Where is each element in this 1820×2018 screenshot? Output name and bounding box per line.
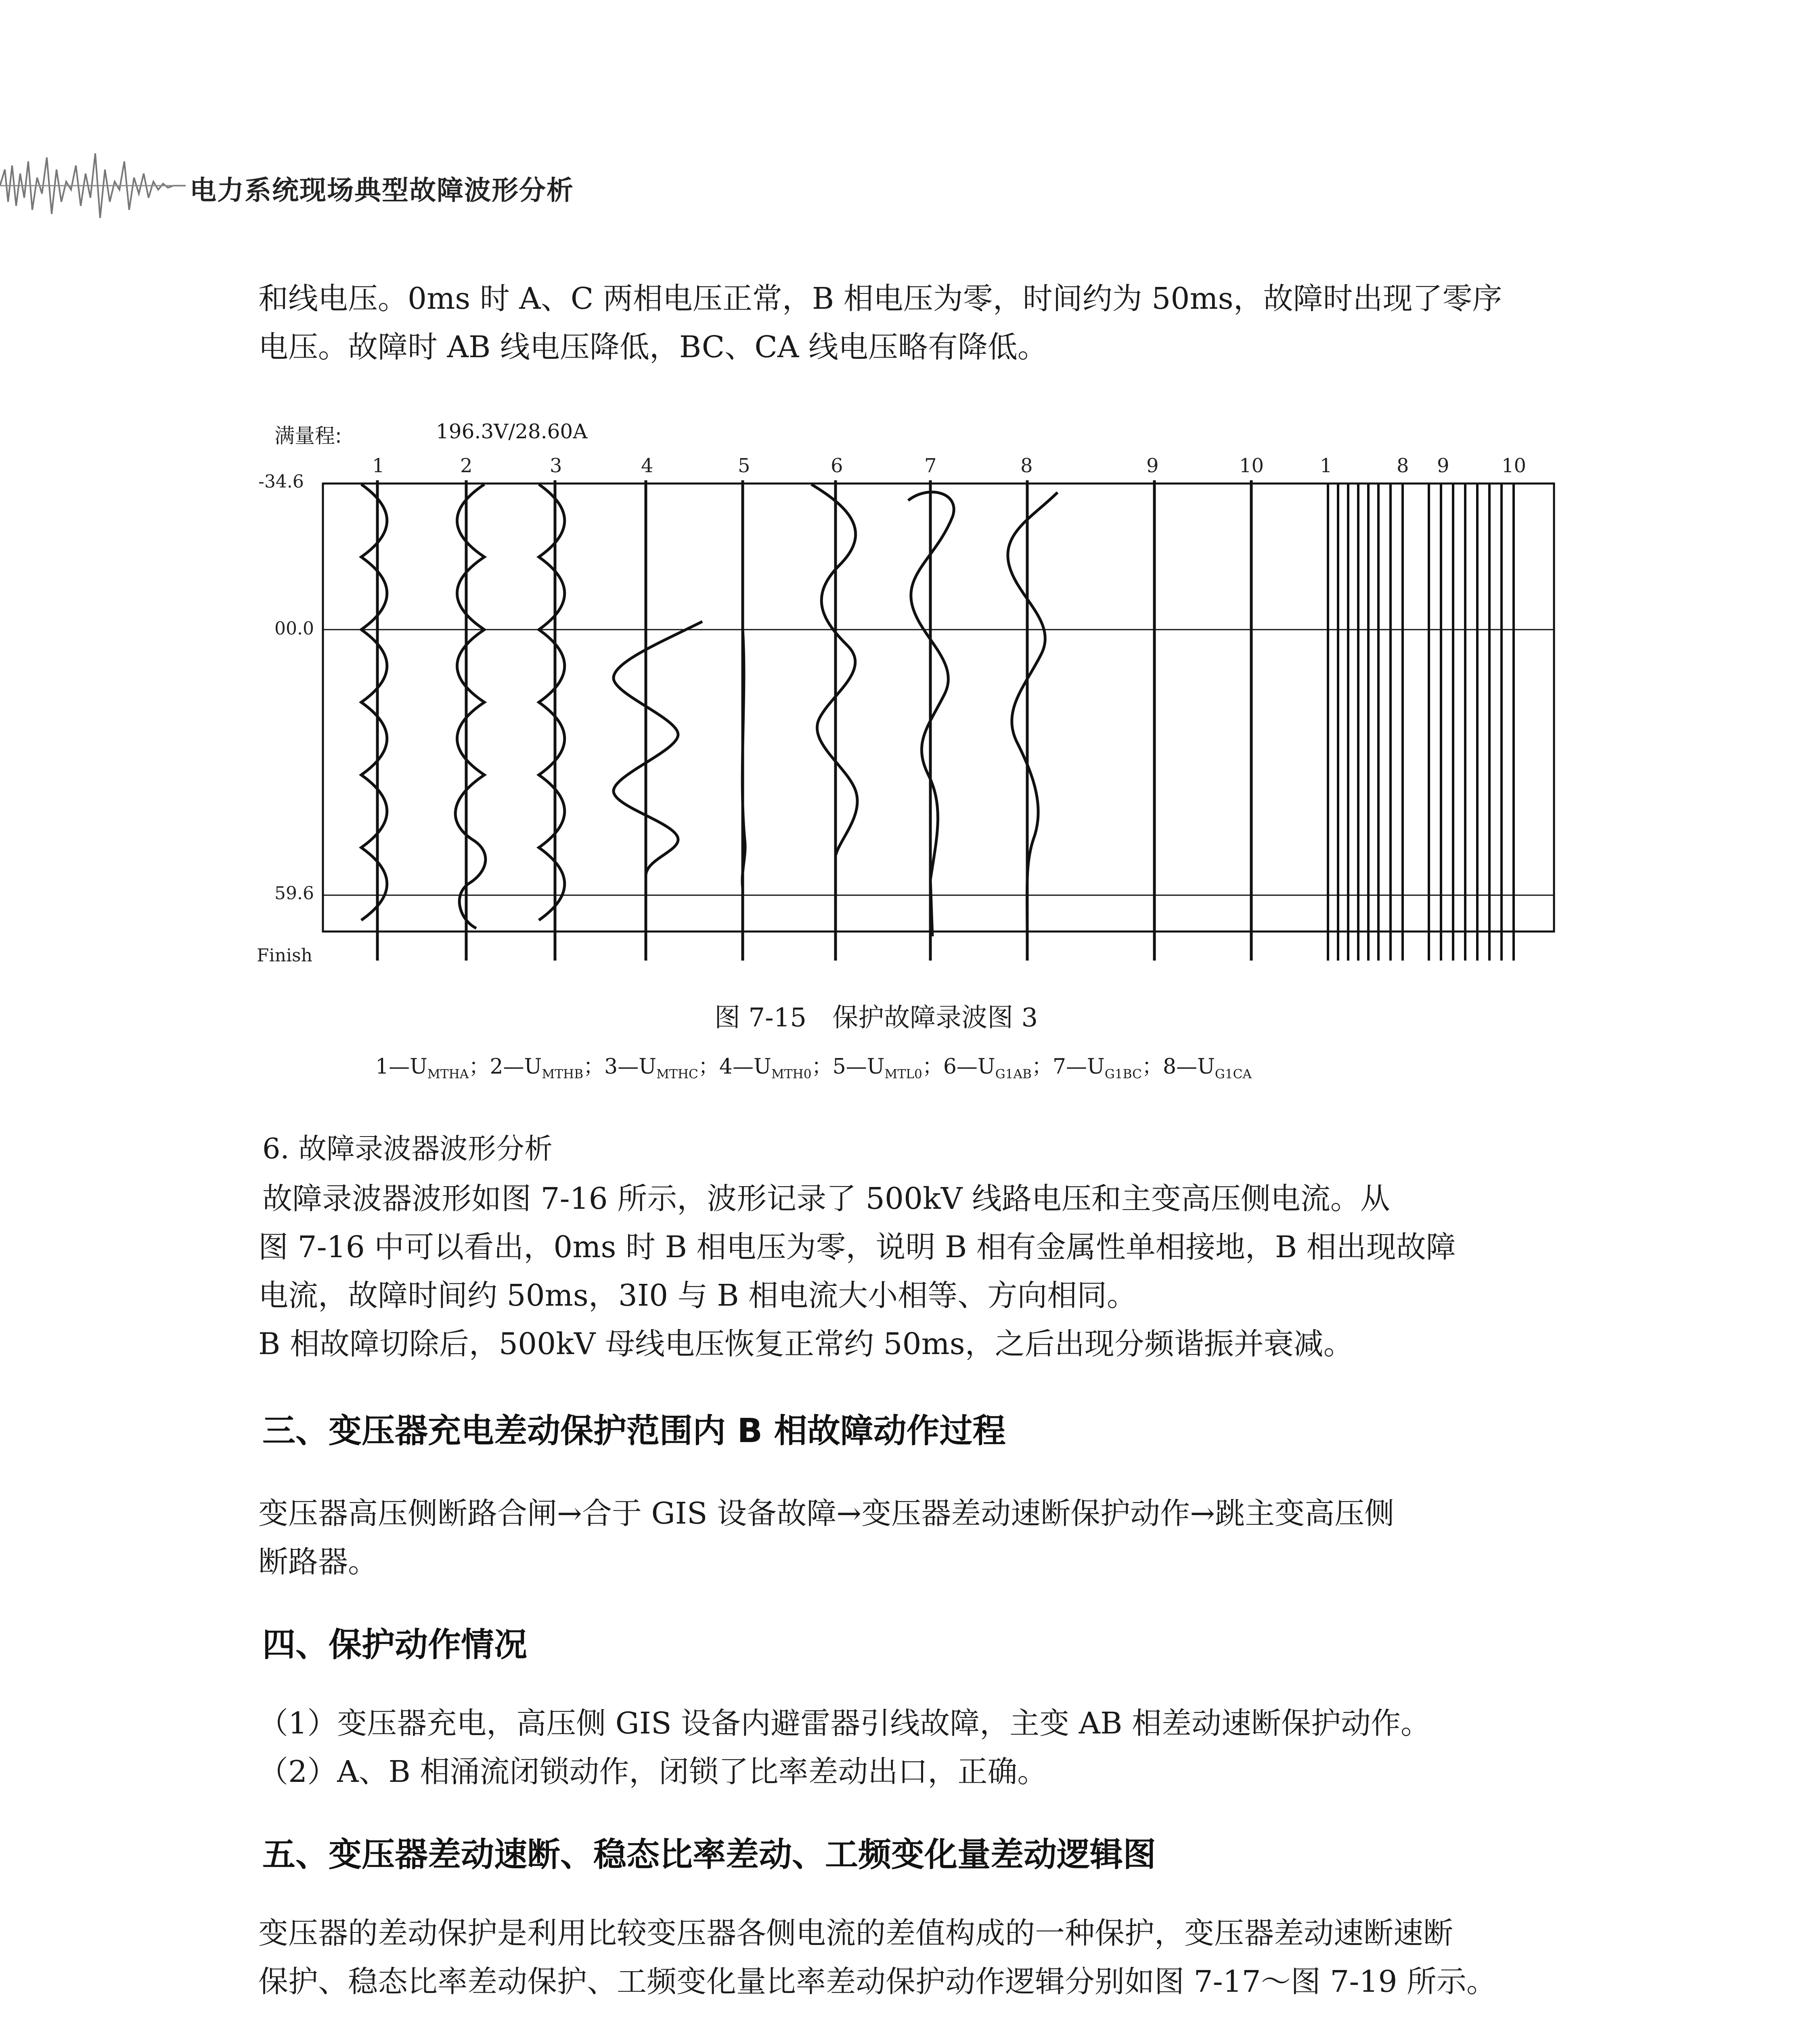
s6-line: 电流，故障时间约 50ms，3I0 与 B 相电流大小相等、方向相同。 xyxy=(258,1278,1137,1313)
paragraph-5 xyxy=(258,1909,1606,2006)
channel-label: 2 xyxy=(460,454,473,477)
channel-label: 6 xyxy=(831,454,843,477)
channel-label: 3 xyxy=(550,454,562,477)
running-header: 电力系统现场典型故障波形分析 xyxy=(190,175,574,206)
channel-label-extra: 8 xyxy=(1397,454,1409,477)
channel-label: 1 xyxy=(372,454,385,477)
fault-waveform-chart xyxy=(242,452,1558,977)
p3-line: 断路器。 xyxy=(258,1545,378,1579)
p5-line: 变压器的差动保护是利用比较变压器各侧电流的差值构成的一种保护，变压器差动速断速断 xyxy=(258,1916,1453,1951)
finish-label: Finish xyxy=(257,945,312,966)
channel-label: 5 xyxy=(738,454,750,477)
p5-line: 保护、稳态比率差动保护、工频变化量比率差动保护动作逻辑分别如图 7-17～图 7-19 所示。 xyxy=(258,1964,1497,1999)
y-tick-label: 59.6 xyxy=(274,883,314,904)
trace-group xyxy=(361,480,1251,961)
channel-label: 7 xyxy=(924,454,937,477)
heading-5: 五、变压器差动速断、稳态比率差动、工频变化量差动逻辑图 xyxy=(262,1836,1156,1874)
y-tick-label: -34.6 xyxy=(258,471,304,492)
channel-label-extra: 9 xyxy=(1437,454,1449,477)
section-6-paragraph xyxy=(258,1174,1606,1368)
figure-caption: 图 7-15 保护故障录波图 3 xyxy=(714,1003,1038,1033)
range-value: 196.3V/28.60A xyxy=(436,420,588,443)
s6-line: B 相故障切除后，500kV 母线电压恢复正常约 50ms，之后出现分频谐振并衰减。 xyxy=(258,1327,1353,1361)
paragraph-4 xyxy=(258,1699,1606,1796)
channel-label: 4 xyxy=(641,454,653,477)
p3-line: 变压器高压侧断路合闸→合于 GIS 设备故障→变压器差动速断保护动作→跳主变高压侧 xyxy=(258,1496,1395,1531)
heading-4: 四、保护动作情况 xyxy=(262,1626,528,1664)
channel-label: 9 xyxy=(1146,454,1159,477)
figure-legend: $1—U_{MTHA}$；$2—U_{MTHB}$；$3—U_{MTHC}$；$4—U_{MTH0}$；$5—U_{MTL0}$；$6—U_{G1AB}$；$7—U_{G1BC}$；$8—U_{G1CA}$ xyxy=(375,1055,1252,1082)
channel-label: 10 xyxy=(1239,454,1264,477)
range-label: 满量程: xyxy=(274,424,342,448)
y-tick-label: 00.0 xyxy=(274,618,314,639)
channel-label-extra: 10 xyxy=(1502,454,1527,477)
digital-channel-lines xyxy=(1328,484,1514,961)
paragraph-3 xyxy=(258,1489,1606,1586)
channel-label: 8 xyxy=(1020,454,1033,477)
s6-line: 图 7-16 中可以看出，0ms 时 B 相电压为零，说明 B 相有金属性单相接地，B 相出现故障 xyxy=(258,1230,1456,1264)
p4-line: （2）A、B 相涌流闭锁动作，闭锁了比率差动出口，正确。 xyxy=(258,1754,1047,1789)
intro-line: 和线电压。0ms 时 A、C 两相电压正常，B 相电压为零，时间约为 50ms，故障时出现了零序 xyxy=(258,281,1502,316)
s6-line: 故障录波器波形如图 7-16 所示，波形记录了 500kV 线路电压和主变高压侧电流。从 xyxy=(262,1181,1390,1216)
header-waveform-icon xyxy=(0,145,186,226)
heading-3: 三、变压器充电差动保护范围内 B 相故障动作过程 xyxy=(262,1412,1006,1450)
intro-paragraph xyxy=(258,274,1606,371)
channel-label-extra: 1 xyxy=(1320,454,1332,477)
intro-line: 电压。故障时 AB 线电压降低，BC、CA 线电压略有降低。 xyxy=(258,330,1047,364)
section-6-title: 6. 故障录波器波形分析 xyxy=(262,1132,553,1165)
p4-line: （1）变压器充电，高压侧 GIS 设备内避雷器引线故障，主变 AB 相差动速断保护动作。 xyxy=(258,1706,1431,1741)
